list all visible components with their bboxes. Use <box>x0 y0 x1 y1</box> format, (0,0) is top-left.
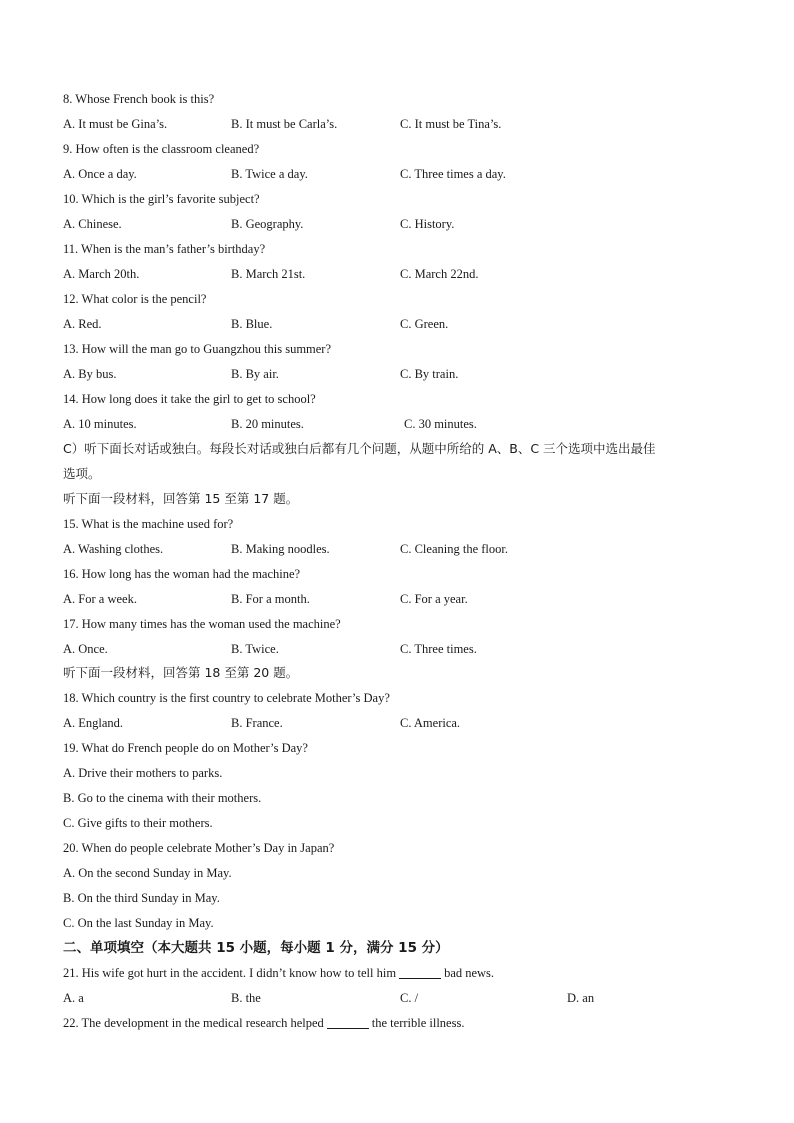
options-row <box>0 164 794 184</box>
question-text: 13. How will the man go to Guangzhou this summer? <box>63 342 332 356</box>
option-c: C. On the last Sunday in May. <box>63 916 214 930</box>
option-c: C. Cleaning the floor. <box>400 542 508 556</box>
question-stem-end: the terrible illness. <box>371 1016 465 1030</box>
options-row <box>0 589 794 609</box>
option-c: C. History. <box>400 217 455 231</box>
option-a: A. 10 minutes. <box>63 417 137 431</box>
option-c: C. Three times a day. <box>400 167 506 181</box>
options-row <box>0 114 794 134</box>
answer-blank <box>399 964 441 979</box>
option-c: C. Green. <box>400 317 449 331</box>
option-c: C. It must be Tina’s. <box>400 117 502 131</box>
option-b: B. Twice a day. <box>231 167 308 181</box>
question-stem-end: bad news. <box>444 966 495 980</box>
option-b: B. Blue. <box>231 317 273 331</box>
question-text: 9. How often is the classroom cleaned? <box>63 142 260 156</box>
options-row <box>0 713 794 733</box>
option-b: B. France. <box>231 716 283 730</box>
option-c: C. 30 minutes. <box>404 417 477 431</box>
option-c: C. By train. <box>400 367 459 381</box>
option-a: A. Once. <box>63 642 108 656</box>
option-a: A. England. <box>63 716 124 730</box>
question-text: 11. When is the man’s father’s birthday? <box>63 242 266 256</box>
question-text: 14. How long does it take the girl to get to school? <box>63 392 316 406</box>
question-text: 17. How many times has the woman used the machine? <box>63 617 341 631</box>
option-a: A. a <box>63 991 84 1005</box>
section-c-instruction: C）听下面长对话或独白。每段长对话或独白后都有几个问题，从题中所给的 A、B、C 三个选项中选出最佳 <box>63 441 656 456</box>
question-stem: 21. His wife got hurt in the accident. I didn’t know how to tell him <box>63 966 397 980</box>
option-c: C. America. <box>400 716 461 730</box>
question-text: 10. Which is the girl’s favorite subject? <box>63 192 260 206</box>
options-row <box>0 314 794 334</box>
options-row <box>0 639 794 659</box>
options-row <box>0 364 794 384</box>
option-a: A. Drive their mothers to parks. <box>63 766 223 780</box>
question-text: 15. What is the machine used for? <box>63 517 234 531</box>
question-text: 8. Whose French book is this? <box>63 92 215 106</box>
option-a: A. Once a day. <box>63 167 137 181</box>
option-b: B. For a month. <box>231 592 310 606</box>
option-c: C. Give gifts to their mothers. <box>63 816 213 830</box>
section-c-instruction-cont: 选项。 <box>63 466 101 481</box>
option-b: B. Twice. <box>231 642 279 656</box>
option-a: A. For a week. <box>63 592 137 606</box>
question-text: 20. When do people celebrate Mother’s Day in Japan? <box>63 841 335 855</box>
option-b: B. the <box>231 991 261 1005</box>
question-stem: 22. The development in the medical research helped <box>63 1016 324 1030</box>
question-text: 12. What color is the pencil? <box>63 292 207 306</box>
option-a: A. On the second Sunday in May. <box>63 866 232 880</box>
option-a: A. Chinese. <box>63 217 122 231</box>
option-b: B. On the third Sunday in May. <box>63 891 220 905</box>
option-a: A. March 20th. <box>63 267 140 281</box>
option-b: B. It must be Carla’s. <box>231 117 338 131</box>
option-b: B. Making noodles. <box>231 542 330 556</box>
option-c: C. Three times. <box>400 642 477 656</box>
option-a: A. By bus. <box>63 367 117 381</box>
question-text: 18. Which country is the first country to celebrate Mother’s Day? <box>63 691 390 705</box>
option-d: D. an <box>567 991 595 1005</box>
group-intro: 听下面一段材料，回答第 15 至第 17 题。 <box>63 491 299 506</box>
option-c: C. For a year. <box>400 592 468 606</box>
question-text <box>63 1013 464 1033</box>
question-text: 19. What do French people do on Mother’s Day? <box>63 741 308 755</box>
section-title: 二、单项填空（本大题共 15 小题，每小题 1 分，满分 15 分） <box>63 940 449 956</box>
group-intro: 听下面一段材料，回答第 18 至第 20 题。 <box>63 665 299 680</box>
options-row <box>0 264 794 284</box>
option-b: B. 20 minutes. <box>231 417 304 431</box>
option-b: B. March 21st. <box>231 267 306 281</box>
option-a: A. It must be Gina’s. <box>63 117 168 131</box>
option-b: B. Geography. <box>231 217 304 231</box>
option-c: C. March 22nd. <box>400 267 479 281</box>
question-text <box>63 963 494 983</box>
option-b: B. By air. <box>231 367 279 381</box>
answer-blank <box>327 1014 369 1029</box>
option-b: B. Go to the cinema with their mothers. <box>63 791 262 805</box>
options-row <box>0 214 794 234</box>
option-a: A. Washing clothes. <box>63 542 164 556</box>
options-row <box>0 539 794 559</box>
option-a: A. Red. <box>63 317 102 331</box>
option-c: C. / <box>400 991 419 1005</box>
options-row <box>0 414 794 434</box>
question-text: 16. How long has the woman had the machine? <box>63 567 301 581</box>
options-row <box>0 988 794 1008</box>
